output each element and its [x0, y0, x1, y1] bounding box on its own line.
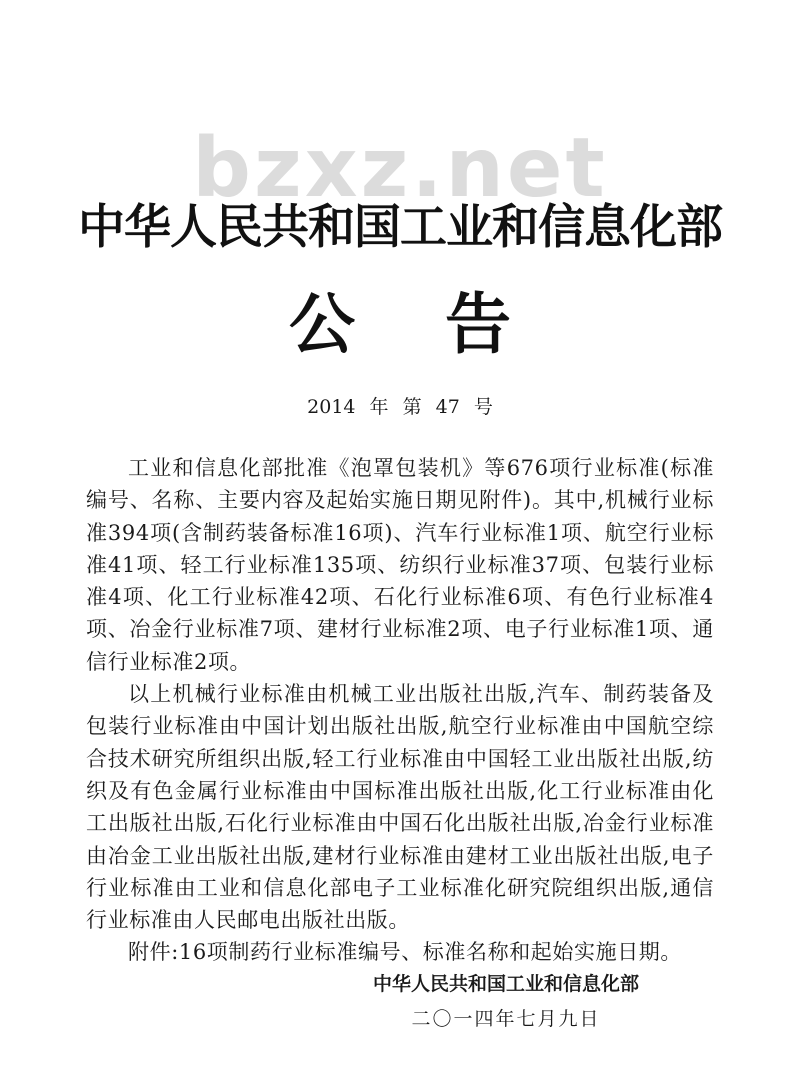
- attachment-note: 附件:16项制药行业标准编号、标准名称和起始实施日期。: [128, 940, 682, 965]
- body-paragraph-approval: 工业和信息化部批准《泡罩包装机》等676项行业标准(标准编号、名称、主要内容及起始实施日期见附件)。其中,机械行业标准394项(含制药装备标准16项)、汽车行业标准1项、航空行业标准41项、轻工行业标准135项、纺织行业标准37项、包装行业标准4项、化工行业标准42项、石化行业标准6项、有色行业标准4项、冶金行业标准7项、建材行业标准2项、电子行业标准1项、通信行业标准2项。: [86, 456, 714, 674]
- signature-organization: 中华人民共和国工业和信息化部: [372, 973, 639, 995]
- document-number: 2014 年 第 47 号: [307, 396, 493, 418]
- issuing-organization-title: 中华人民共和国工业和信息化部: [78, 200, 722, 255]
- body-paragraph-publishers: 以上机械行业标准由机械工业出版社出版,汽车、制药装备及包装行业标准由中国计划出版社出版,航空行业标准由中国航空综合技术研究所组织出版,轻工行业标准由中国轻工业出版社出版,纺织及有色金属行业标准由中国标准出版社出版,化工行业标准由化工出版社出版,石化行业标准由中国石化出版社出版,冶金行业标准由冶金工业出版社出版,建材行业标准由建材工业出版社出版,电子行业标准由工业和信息化部电子工业标准化研究院组织出版,通信行业标准由人民邮电出版社出版。: [86, 682, 714, 933]
- document-type-heading: 公告: [289, 286, 601, 363]
- announcement-body: [86, 452, 714, 969]
- watermark-text: bzxz.net: [192, 121, 608, 216]
- signature-date: 二〇一四年七月九日: [411, 1008, 601, 1030]
